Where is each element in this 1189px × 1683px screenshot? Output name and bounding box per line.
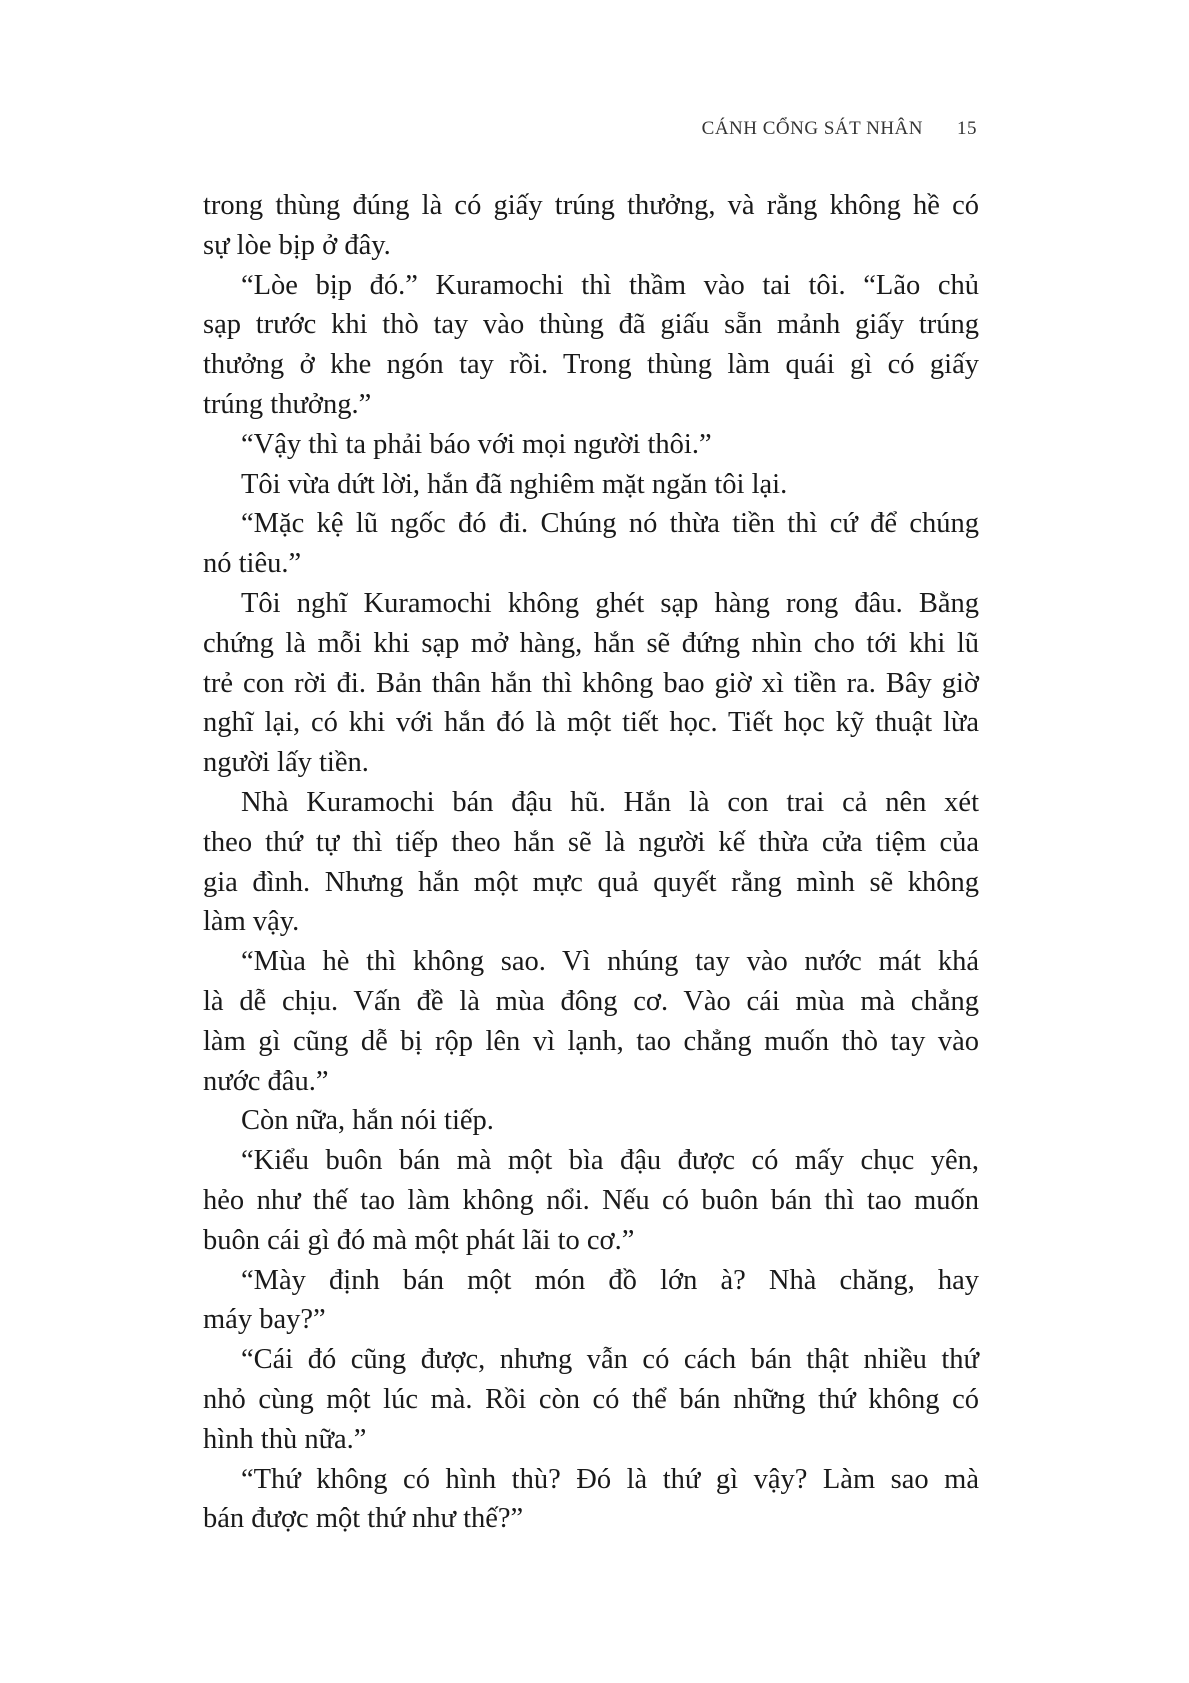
page-number: 15: [957, 118, 977, 139]
text-line: sự lòe bịp ở đây.: [203, 229, 391, 261]
text-line: “Thứ không có hình thù? Đó là thứ gì vậy? Làm sao mà: [241, 1463, 979, 1495]
text-line: Tôi nghĩ Kuramochi không ghét sạp hàng rong đâu. Bằng: [241, 587, 979, 619]
text-line: nghĩ lại, có khi với hắn đó là một tiết học. Tiết học kỹ thuật lừa: [203, 707, 979, 739]
text-line: “Kiểu buôn bán mà một bìa đậu được có mấy chục yên,: [241, 1145, 979, 1177]
text-line: trẻ con rời đi. Bản thân hắn thì không bao giờ xì tiền ra. Bây giờ: [203, 667, 979, 699]
text-line: thưởng ở khe ngón tay rồi. Trong thùng làm quái gì có giấy: [203, 349, 979, 381]
text-line: Tôi vừa dứt lời, hắn đã nghiêm mặt ngăn tôi lại.: [241, 468, 788, 500]
text-line: buôn cái gì đó mà một phát lãi to cơ.”: [203, 1224, 635, 1256]
text-line: Còn nữa, hắn nói tiếp.: [241, 1105, 494, 1137]
text-line: trong thùng đúng là có giấy trúng thưởng, và rằng không hề có: [203, 190, 979, 221]
text-line: chứng là mỗi khi sạp mở hàng, hắn sẽ đứng nhìn cho tới khi lũ: [203, 627, 979, 659]
text-line: “Vậy thì ta phải báo với mọi người thôi.”: [241, 428, 712, 460]
text-line: “Cái đó cũng được, nhưng vẫn có cách bán thật nhiều thứ: [241, 1344, 979, 1376]
running-head: [702, 118, 977, 140]
text-line: gia đình. Nhưng hắn một mực quả quyết rằng mình sẽ không: [203, 866, 979, 898]
body-text: [203, 186, 979, 1539]
text-line: hẻo như thế tao làm không nổi. Nếu có buôn bán thì tao muốn: [203, 1184, 979, 1216]
text-line: bán được một thứ như thế?”: [203, 1503, 524, 1535]
text-line: người lấy tiền.: [203, 747, 369, 779]
text-line: sạp trước khi thò tay vào thùng đã giấu sẵn mảnh giấy trúng: [203, 309, 979, 341]
text-line: “Lòe bịp đó.” Kuramochi thì thầm vào tai tôi. “Lão chủ: [241, 269, 979, 301]
text-line: hình thù nữa.”: [203, 1423, 367, 1455]
text-line: là dễ chịu. Vấn đề là mùa đông cơ. Vào cái mùa mà chẳng: [203, 985, 979, 1017]
text-line: máy bay?”: [203, 1304, 326, 1336]
text-line: trúng thưởng.”: [203, 388, 372, 420]
text-line: “Mùa hè thì không sao. Vì nhúng tay vào nước mát khá: [241, 946, 979, 978]
text-line: “Mày định bán một món đồ lớn à? Nhà chăng, hay: [241, 1264, 979, 1296]
text-line: nó tiêu.”: [203, 548, 302, 580]
text-line: Nhà Kuramochi bán đậu hũ. Hắn là con trai cả nên xét: [241, 786, 979, 818]
text-line: làm vậy.: [203, 906, 300, 938]
chapter-title: CÁNH CỔNG SÁT NHÂN: [701, 118, 923, 139]
text-line: làm gì cũng dễ bị rộp lên vì lạnh, tao chẳng muốn thò tay vào: [203, 1025, 979, 1057]
text-line: nước đâu.”: [203, 1065, 329, 1097]
text-line: nhỏ cùng một lúc mà. Rồi còn có thể bán những thứ không có: [203, 1383, 979, 1415]
text-line: “Mặc kệ lũ ngốc đó đi. Chúng nó thừa tiền thì cứ để chúng: [241, 508, 979, 540]
text-line: theo thứ tự thì tiếp theo hắn sẽ là người kế thừa cửa tiệm của: [203, 826, 979, 858]
